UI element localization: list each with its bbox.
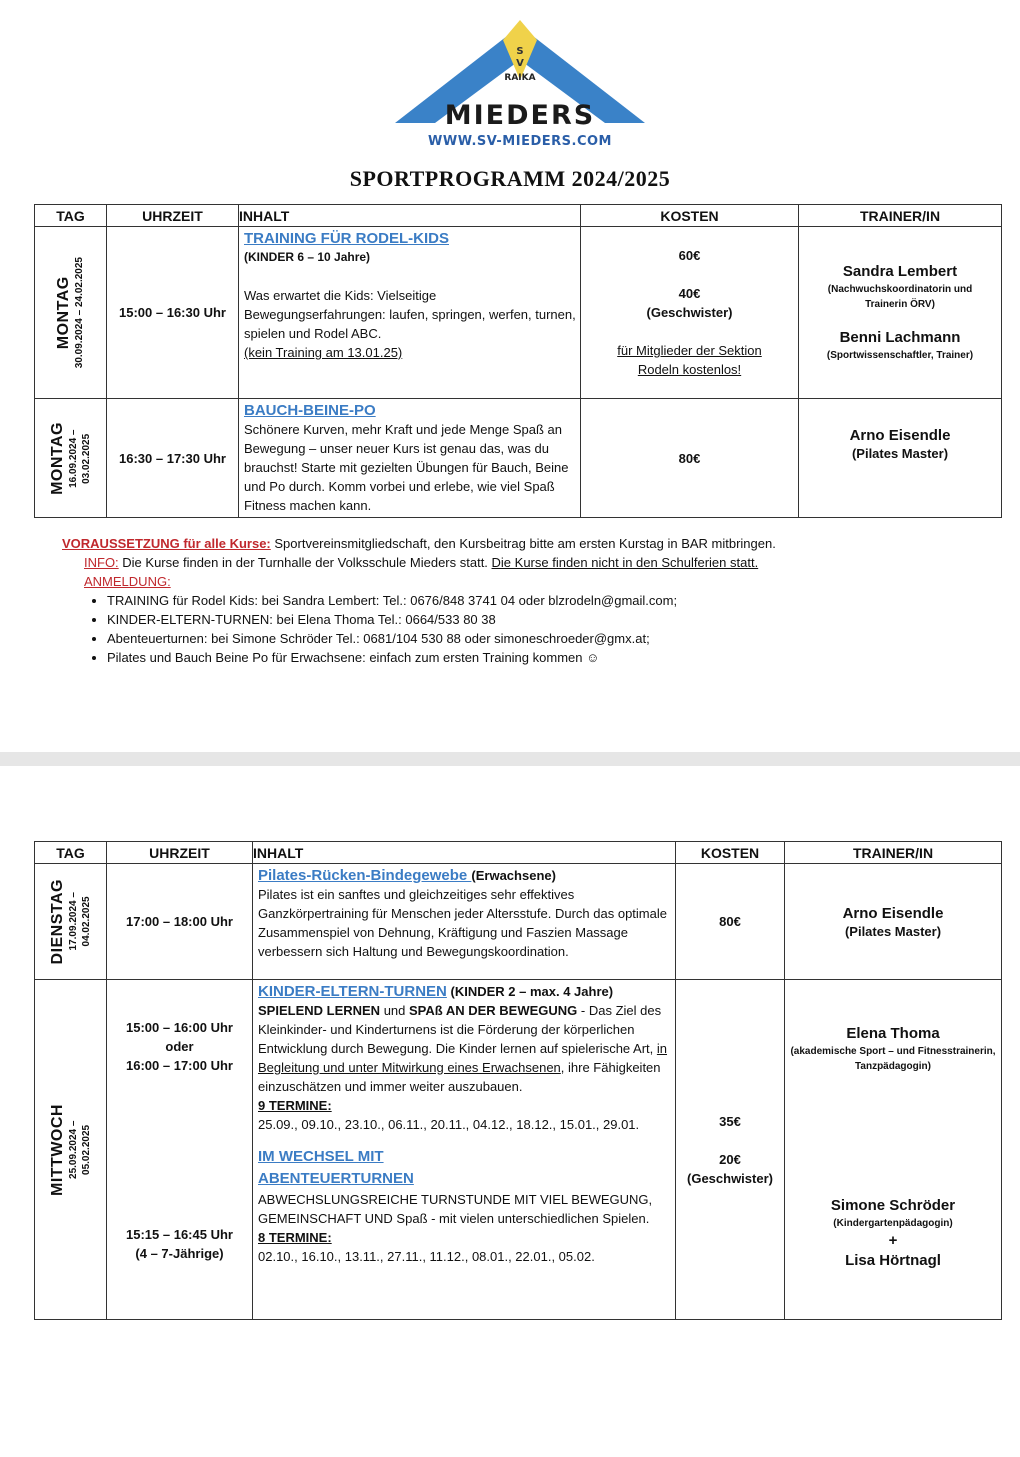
time-cell: 16:30 – 17:30 Uhr — [107, 399, 239, 518]
trainer-role: (akademische Sport – und Fitnesstrainerin, Tanzpädagogin) — [790, 1046, 996, 1072]
header-trainer: TRAINER/IN — [799, 205, 1002, 227]
requirement-line — [62, 534, 962, 553]
header-content: INHALT — [253, 842, 676, 864]
list-item: • Abenteuerturnen: bei Simone Schröder Tel.: 0681/104 530 88 oder simoneschroeder@gmx.at; — [107, 629, 962, 648]
trainer-name: Benni Lachmann — [839, 329, 961, 346]
table-row — [35, 399, 1002, 518]
cost-sibling-value: 20€ — [719, 1151, 741, 1167]
header-cost: KOSTEN — [581, 205, 799, 227]
day-name: MONTAG — [48, 421, 66, 495]
header-cost: KOSTEN — [676, 842, 785, 864]
table-row — [35, 864, 1002, 980]
time-slot: 15:00 – 16:00 Uhr — [126, 1020, 233, 1035]
schedule-table-monday — [34, 204, 1002, 518]
trainer-cell — [785, 864, 1002, 980]
day-dates: 05.02.2025 — [80, 1124, 92, 1175]
day-dates: 03.02.2025 — [80, 432, 92, 484]
content-cell — [253, 980, 676, 1320]
day-cell — [35, 864, 107, 980]
time-or: oder — [165, 1039, 194, 1054]
info-text: Die Kurse finden in der Turnhalle der Volksschule Mieders statt. — [118, 555, 492, 570]
page-separator — [0, 752, 1020, 766]
logo-letter-s: S — [516, 46, 524, 57]
info-label: INFO: — [84, 555, 119, 570]
day-name: MITTWOCH — [48, 1103, 66, 1196]
header-day: TAG — [35, 842, 107, 864]
trainer-cell — [799, 399, 1002, 518]
header-trainer: TRAINER/IN — [785, 842, 1002, 864]
logo-url: WWW.SV-MIEDERS.COM — [428, 134, 612, 149]
trainer-role: (Pilates Master) — [851, 445, 949, 461]
trainer-cell — [785, 980, 1002, 1320]
age-group: (4 – 7-Jährige) — [135, 1246, 224, 1261]
terms-label: 8 TERMINE: — [258, 1230, 332, 1245]
day-name: DIENSTAG — [48, 878, 66, 965]
trainer-role: (Nachwuchskoordinatorin und Trainerin ÖRV) — [827, 284, 973, 310]
terms-dates: 02.10., 16.10., 13.11., 27.11., 11.12., 08.01., 22.01., 05.02. — [258, 1249, 595, 1264]
registration-list — [62, 591, 962, 667]
day-dates: 17.09.2024 – — [67, 892, 79, 951]
course-title[interactable]: ABENTEUERTURNEN — [258, 1170, 414, 1187]
trainer-name: Arno Eisendle — [842, 905, 944, 922]
trainer-name: Sandra Lembert — [842, 263, 958, 280]
cost-cell — [676, 980, 785, 1320]
plus-sign: + — [888, 1232, 898, 1249]
course-title[interactable]: Pilates-Rücken-Bindegewebe — [258, 867, 472, 884]
day-cell — [35, 227, 107, 399]
table-row — [35, 227, 1002, 399]
course-title[interactable]: BAUCH-BEINE-PO — [244, 402, 376, 419]
terms-dates: 25.09., 09.10., 23.10., 06.11., 20.11., 04.12., 18.12., 15.01., 29.01. — [258, 1117, 640, 1132]
course-title[interactable]: IM WECHSEL MIT — [258, 1148, 384, 1165]
day-cell — [35, 399, 107, 518]
course-description: ABWECHSLUNGSREICHE TURNSTUNDE MIT VIEL BEWEGUNG, GEMEINSCHAFT UND Spaß - mit vielen unterschiedlichen Spielen. — [258, 1192, 653, 1226]
cost-sibling-note: (Geschwister) — [687, 1170, 773, 1186]
day-dates: 25.09.2024 – — [67, 1120, 79, 1179]
course-description: Pilates ist ein sanftes und gleichzeitiges sehr effektives Ganzkörpertraining für Menschen jeder Altersstufe. Durch das optimale Zusammenspiel von Dehnung, Kräftigung und Faszien Massage verbessern sich Haltung und Bewegungskoordination. — [258, 887, 667, 959]
course-subtitle: (Erwachsene) — [471, 868, 556, 883]
schedule-table-midweek — [34, 841, 1002, 1320]
header-day: TAG — [35, 205, 107, 227]
trainer-cell — [799, 227, 1002, 399]
trainer-name: Arno Eisendle — [849, 426, 951, 444]
cost-cell: 80€ — [676, 864, 785, 980]
trainer-name: Simone Schröder — [830, 1197, 956, 1214]
trainer-role: (Sportwissenschaftler, Trainer) — [826, 350, 974, 361]
page-2 — [0, 766, 1020, 1457]
content-cell — [253, 864, 676, 980]
logo-letter-v: V — [516, 58, 524, 69]
terms-label: 9 TERMINE: — [258, 1098, 332, 1113]
cost-value: 35€ — [719, 1113, 741, 1129]
page-title: SPORTPROGRAMM 2024/2025 — [349, 166, 671, 191]
registration-label: ANMELDUNG: — [84, 574, 171, 589]
trainer-name: Elena Thoma — [846, 1025, 940, 1042]
cost-value: 60€ — [678, 248, 701, 263]
course-description: SPIELEND LERNEN und SPAß AN DER BEWEGUNG - Das Ziel des Kleinkinder- und Kinderturnens ist die Förderung der körperlichen Entwicklung durch Bewegung. Die Kinder lernen auf spielerische Art, in Begleitung und unter Mitwirkung eines Erwachsenen, ihre Fähigkeiten einzuschätzen und immer weiter auszubauen. — [258, 1003, 668, 1094]
course-title[interactable]: TRAINING FÜR RODEL-KIDS — [244, 230, 449, 247]
requirement-text: Sportvereinsmitgliedschaft, den Kursbeitrag bitte am ersten Kurstag in BAR mitbringen. — [270, 536, 776, 551]
requirement-label: VORAUSSETZUNG für alle Kurse: — [62, 536, 271, 551]
notes-section — [62, 534, 962, 667]
day-dates: 16.09.2024 – — [67, 428, 79, 488]
cost-members-note: für Mitglieder der Sektion Rodeln kostenlos! — [617, 343, 762, 377]
course-subtitle: (KINDER 6 – 10 Jahre) — [244, 250, 371, 264]
content-cell — [239, 227, 581, 399]
day-name: MONTAG — [55, 276, 72, 349]
cost-cell — [581, 227, 799, 399]
course-note: (kein Training am 13.01.25) — [244, 345, 403, 360]
list-item: • Pilates und Bauch Beine Po für Erwachsene: einfach zum ersten Training kommen ☺ — [107, 648, 962, 667]
day-cell — [35, 980, 107, 1320]
time-cell: 17:00 – 18:00 Uhr — [107, 864, 253, 980]
cost-cell: 80€ — [581, 399, 799, 518]
info-holidays: Die Kurse finden nicht in den Schulferien statt. — [491, 555, 759, 570]
list-item: • TRAINING für Rodel Kids: bei Sandra Lembert: Tel.: 0676/848 3741 04 oder blzrodeln@gmail.com; — [107, 591, 962, 610]
content-cell — [239, 399, 581, 518]
time-slot: 15:15 – 16:45 Uhr — [126, 1227, 233, 1242]
day-dates: 04.02.2025 — [80, 896, 92, 947]
course-subtitle: (KINDER 2 – max. 4 Jahre) — [446, 984, 614, 999]
trainer-name: Lisa Hörtnagl — [845, 1252, 941, 1269]
header-content: INHALT — [239, 205, 581, 227]
header-time: UHRZEIT — [107, 205, 239, 227]
cost-sibling-value: 40€ — [678, 286, 701, 301]
logo-sponsor: RAIKA — [504, 73, 536, 83]
time-slot: 16:00 – 17:00 Uhr — [126, 1058, 233, 1073]
table-header-row — [35, 205, 1002, 227]
time-cell: 15:00 – 16:30 Uhr — [107, 227, 239, 399]
logo-name: MIEDERS — [444, 100, 596, 131]
course-description: Schönere Kurven, mehr Kraft und jede Menge Spaß an Bewegung – unser neuer Kurs ist genau das, was du brauchst! Starte mit gezielten Übungen für Bauch, Beine und Po durch. Komm vorbei und erlebe, wie viel Spaß Fitness machen kann. — [244, 422, 569, 513]
cost-sibling-note: (Geschwister) — [646, 305, 733, 320]
time-cell — [107, 980, 253, 1320]
course-description: Was erwartet die Kids: Vielseitige Bewegungserfahrungen: laufen, springen, werfen, turnen, spielen und Rodel ABC. — [244, 288, 576, 341]
list-item: • KINDER-ELTERN-TURNEN: bei Elena Thoma Tel.: 0664/533 80 38 — [107, 610, 962, 629]
course-title[interactable]: KINDER-ELTERN-TURNEN — [258, 983, 447, 1000]
trainer-role: (Kindergartenpädagogin) — [833, 1218, 953, 1229]
trainer-role: (Pilates Master) — [844, 924, 942, 939]
registration-line — [62, 572, 962, 591]
info-line — [62, 553, 962, 572]
table-header-row — [35, 842, 1002, 864]
table-row — [35, 980, 1002, 1320]
header-time: UHRZEIT — [107, 842, 253, 864]
day-dates: 30.09.2024 – 24.02.2025 — [74, 256, 85, 369]
